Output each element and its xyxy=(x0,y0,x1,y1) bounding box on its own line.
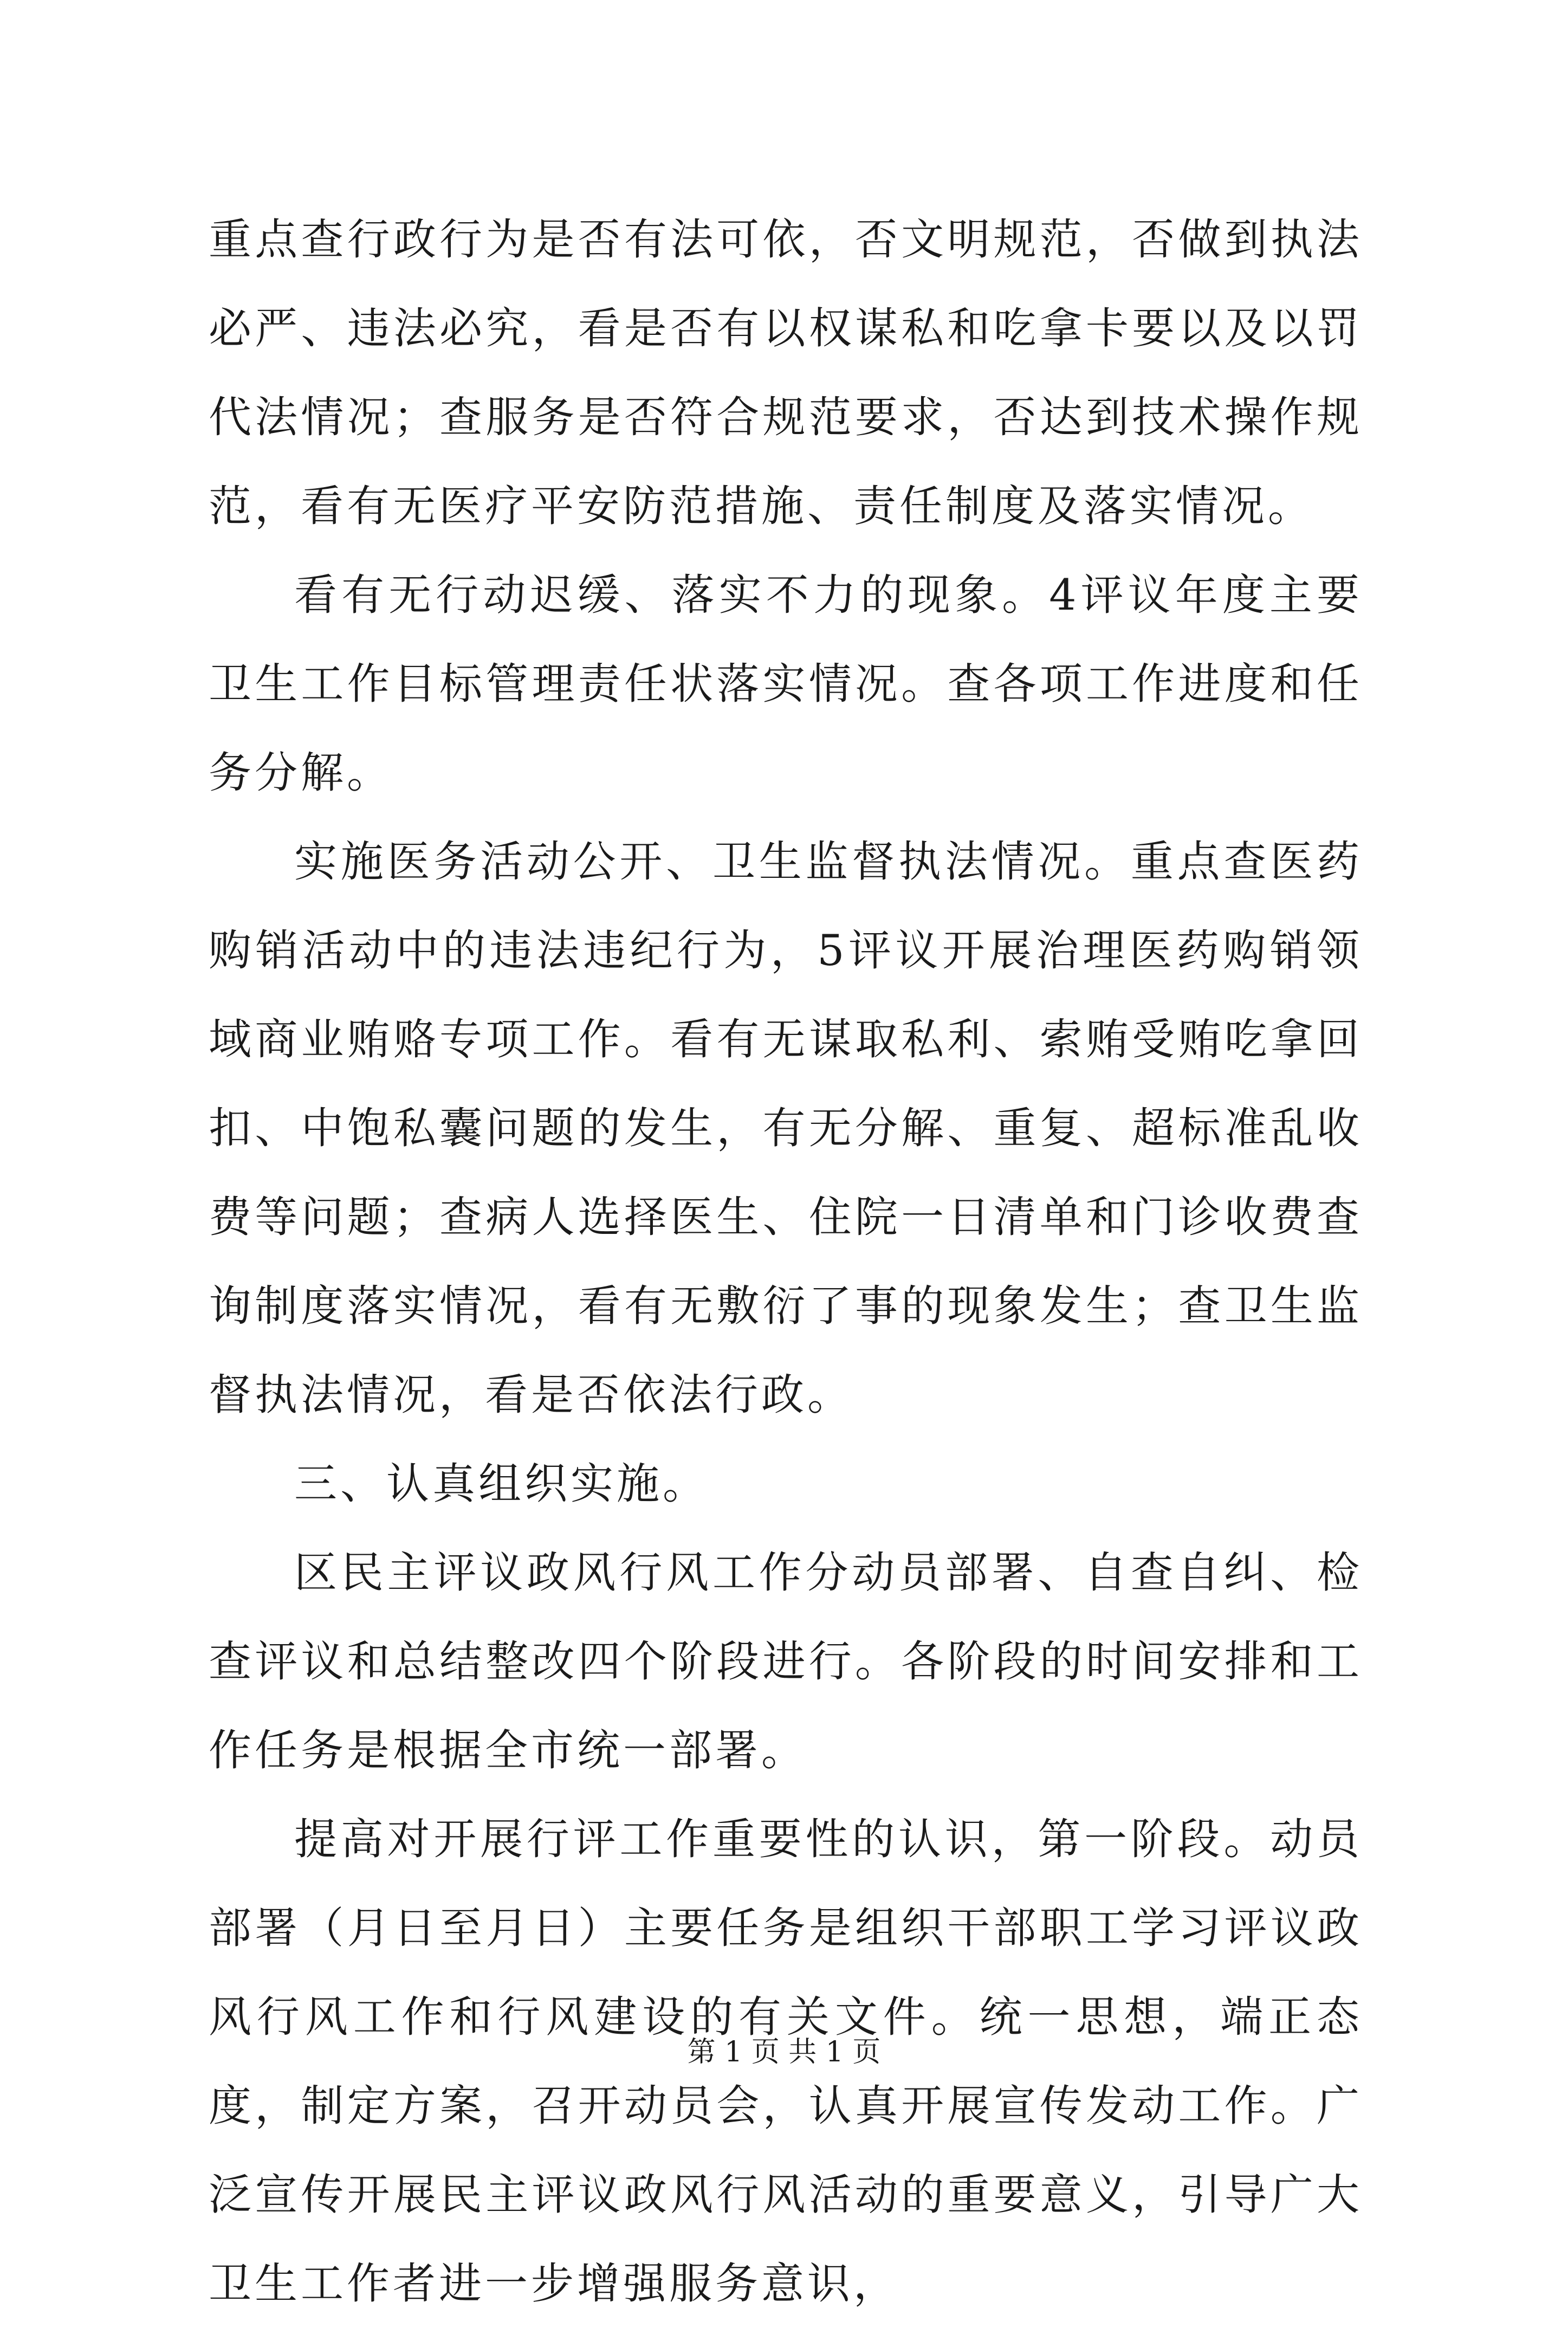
paragraph-3: 实施医务活动公开、卫生监督执法情况。重点查医药购销活动中的违法违纪行为，5评议开展治理医药购销领域商业贿赂专项工作。看有无谋取私利、索贿受贿吃拿回扣、中饱私囊问题的发生，有无分解、重复、超标准乱收费等问题；查病人选择医生、住院一日清单和门诊收费查询制度落实情况，看有无敷衍了事的现象发生；查卫生监督执法情况，看是否依法行政。 xyxy=(209,837,1363,1420)
paragraph-2: 看有无行动迟缓、落实不力的现象。4评议年度主要卫生工作目标管理责任状落实情况。查各项工作进度和任务分解。 xyxy=(209,570,1363,798)
document-body xyxy=(209,195,1363,2328)
section-heading-3: 三、认真组织实施。 xyxy=(294,1459,709,1509)
paragraph-1: 重点查行政行为是否有法可依，否文明规范，否做到执法必严、违法必究，看是否有以权谋私和吃拿卡要以及以罚代法情况；查服务是否符合规范要求，否达到技术操作规范，看有无医疗平安防范措施、责任制度及落实情况。 xyxy=(209,215,1363,531)
paragraph-5: 区民主评议政风行风工作分动员部署、自查自纠、检查评议和总结整改四个阶段进行。各阶段的时间安排和工作任务是根据全市统一部署。 xyxy=(209,1548,1363,1775)
page-footer: 第 1 页 共 1 页 xyxy=(687,2036,881,2068)
paragraph-6: 提高对开展行评工作重要性的认识，第一阶段。动员部署（月日至月日）主要任务是组织干部职工学习评议政风行风工作和行风建设的有关文件。统一思想，端正态度，制定方案，召开动员会，认真开展宣传发动工作。广泛宣传开展民主评议政风行风活动的重要意义，引导广大卫生工作者进一步增强服务意识， xyxy=(209,1814,1363,2308)
